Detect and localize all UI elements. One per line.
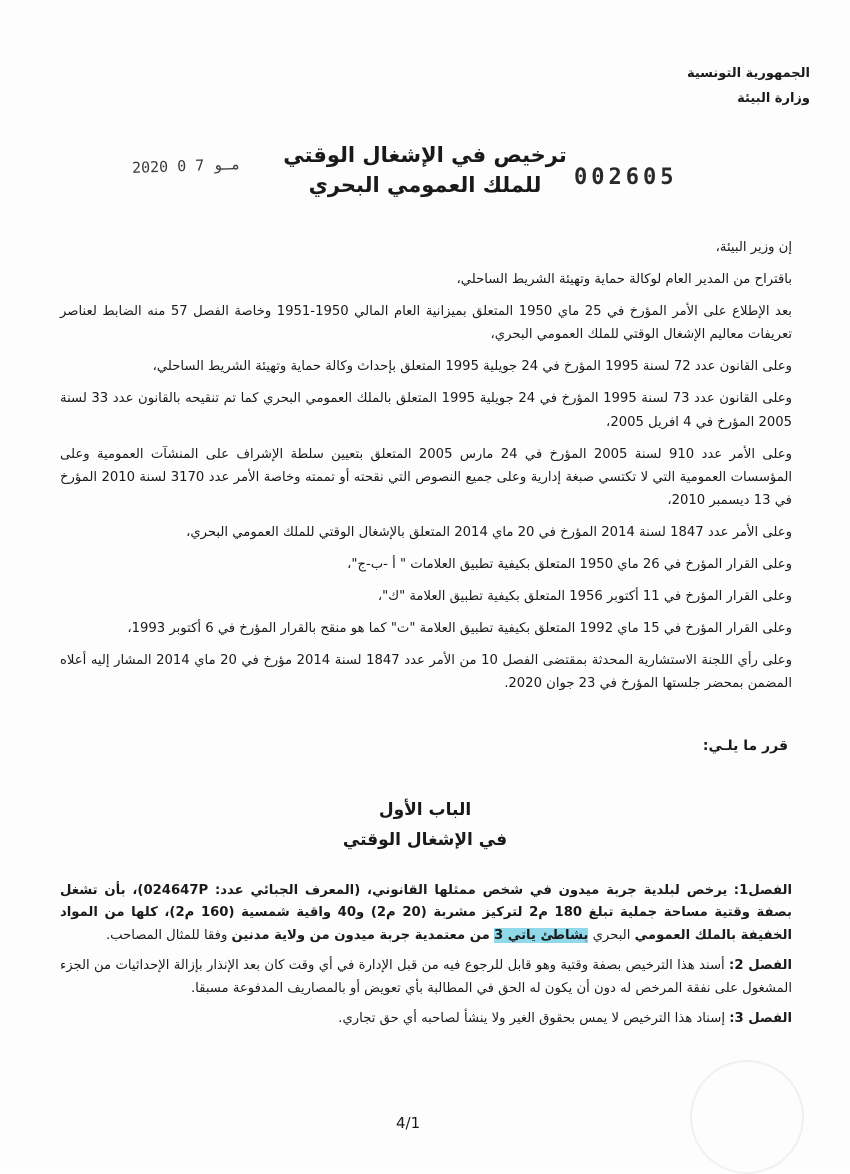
consideration-item: وعلى القانون عدد 73 لسنة 1995 المؤرخ في 24 جويلية 1995 المتعلق بالملك العمومي البحري كما تم تنقيحه بالقانون عدد 33 لسنة 2005 المؤرخ في 4 افريل 2005،	[60, 391, 793, 430]
consideration-item: وعلى القرار المؤرخ في 26 ماي 1950 المتعلق بكيفية تطبيق العلامات " أ -ب-ج"،	[347, 557, 792, 573]
consideration-item: وعلى القرار المؤرخ في 11 أكتوبر 1956 المتعلق بكيفية تطبيق العلامة "ك"،	[377, 589, 792, 605]
article-1-main-text: يرخص لبلدية جربة ميدون في شخص ممثلها القانوني، (المعرف الجبائي عدد: 024647P)، بأن تشغل بصفة وقتية مساحة جملية تبلغ 180 م2 لتركيز مشربة (20 م2) و40 واقية شمسية (160 م2)، كلها من المواد الخفيفة بالملك العمومي	[60, 883, 792, 943]
consideration-item: وعلى الأمر عدد 910 لسنة 2005 المؤرخ في 24 مارس 2005 المتعلق بتعيين سلطة الإشراف على المنشآت العمومية وعلى المؤسسات العمومية التي لا تكتسي صبغة إدارية وعلى جميع النصوص التي نقحته أو تممته وخاصة الأمر عدد 3170 لسنة 2010 المؤرخ في 13 ديسمبر 2010،	[60, 446, 793, 508]
article-3	[60, 1008, 792, 1030]
proposal-line: باقتراح من المدير العام لوكالة حماية وتهيئة الشريط الساحلي،	[456, 272, 792, 288]
consideration-item: وعلى القرار المؤرخ في 15 ماي 1992 المتعلق بكيفية تطبيق العلامة "ت" كما هو منقح بالقرار المؤرخ في 6 أكتوبر 1993،	[127, 621, 792, 637]
article-1-text-segment: البحري	[592, 927, 631, 943]
article-2-label: الفصل 2:	[729, 958, 792, 974]
consideration-item: بعد الإطلاع على الأمر المؤرخ في 25 ماي 1950 المتعلق بميزانية العام المالي 1950-1951 وخاصة الفصل 57 منه الضابط لعناصر تعريفات معاليم الإشغال الوقتي للملك العمومي البحري،	[60, 304, 792, 343]
chapter-subject: في الإشغال الوقتي	[342, 829, 508, 850]
page-number: 4/1	[396, 1114, 421, 1132]
articles	[60, 880, 792, 1039]
article-1-location: من معتمدية جربة ميدون من ولاية مدنين	[231, 927, 490, 943]
preamble	[60, 236, 792, 705]
title-line-1: ترخيص في الإشغال الوقتي	[283, 143, 567, 167]
title-line-2: للملك العمومي البحري	[308, 173, 542, 198]
chapter-heading	[300, 796, 550, 856]
letterhead	[650, 62, 810, 111]
republic-name: الجمهورية التونسية	[686, 66, 810, 81]
article-1-closing: وفقا للمثال المصاحب.	[105, 927, 228, 943]
article-3-text: إسناد هذا الترخيص لا يمس بحقوق الغير ولا ينشأ لصاحبه أي حق تجاري.	[338, 1011, 725, 1027]
minister-line: إن وزير البيئة،	[715, 240, 792, 255]
consideration-item: وعلى القانون عدد 72 لسنة 1995 المؤرخ في 24 جويلية 1995 المتعلق بإحداث وكالة حماية وتهيئة الشريط الساحلي،	[152, 359, 792, 375]
article-1-beach-name: بشاطئ ياتي 3	[493, 927, 589, 943]
decision-heading: قرر ما يلـي:	[702, 738, 788, 754]
article-1-label: الفصل1:	[733, 883, 792, 898]
article-3-label: الفصل 3:	[729, 1011, 792, 1027]
consideration-item: وعلى رأي اللجنة الاستشارية المحدثة بمقتضى الفصل 10 من الأمر عدد 1847 لسنة 2014 مؤرخ في 20 ماي 2014 المشار إليه أعلاه المضمن بمحضر جلستها المؤرخ في 23 جوان 2020.	[60, 653, 792, 692]
consideration-item: وعلى الأمر عدد 1847 لسنة 2014 المؤرخ في 20 ماي 2014 المتعلق بالإشغال الوقتي للملك العمومي البحري،	[186, 524, 792, 540]
chapter-number: الباب الأول	[378, 800, 472, 820]
document-title	[260, 140, 590, 201]
article-2-text: أسند هذا الترخيص بصفة وقتية وهو قابل للرجوع فيه من قبل الإدارة في أي وقت كان بعد الإنذار بإزالة الإحداثيات من الجزء المشغول على نفقة المرخص له دون أن يكون له الحق في المطالبة بأي تعويض أو بالمصاريف المدفوعة مسبقا.	[60, 958, 792, 996]
article-2	[60, 955, 792, 1000]
article-1	[60, 880, 792, 947]
faint-seal-mark	[690, 1060, 804, 1174]
ministry-name: وزارة البيئة	[737, 90, 810, 106]
reference-number: 002605	[574, 165, 678, 190]
date-stamp: 2020 0 7 مـو	[131, 155, 241, 177]
